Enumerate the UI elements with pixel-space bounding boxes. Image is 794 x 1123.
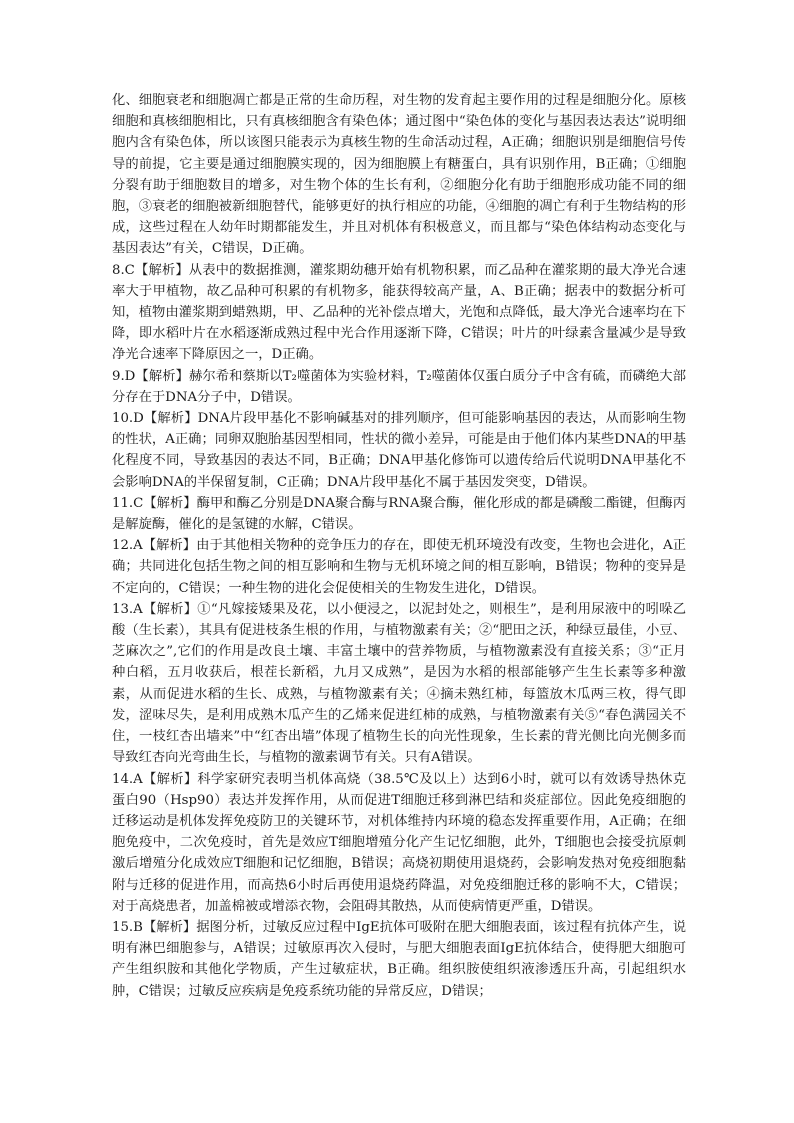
paragraph-14: 14.A【解析】科学家研究表明当机体高烧（38.5℃及以上）达到6小时，就可以有效诱导热休克蛋白90（Hsp90）表达并发挥作用，从而促进T细胞迁移到淋巴结和炎症部位。因此免疫细胞的迁移运动是机体发挥免疫防卫的关键环节，对机体维持内环境的稳态发挥重要作用，A正确；在细胞免疫中，二次免疫时，首先是效应T细胞增殖分化产生记忆细胞，此外，T细胞也会接受抗原刺激后增殖分化成效应T细胞和记忆细胞，B错误；高烧初期使用退烧药，会影响发热对免疫细胞黏附与迁移的促进作用，而高热6小时后再使用退烧药降温，对免疫细胞迁移的影响不大，C错误；对于高烧患者，加盖棉被或增添衣物，会阻碍其散热，从而使病情更严重，D错误。 [112,771,686,914]
paragraph-7-continued: 化、细胞衰老和细胞凋亡都是正常的生命历程，对生物的发育起主要作用的过程是细胞分化。原核细胞和真核细胞相比，只有真核细胞含有染色体；通过图中“染色体的变化与基因表达表达”说明细胞内含有染色体，所以该图只能表示为真核生物的生命活动过程，A正确；细胞识别是细胞信号传导的前提，它主要是通过细胞膜实现的，因为细胞膜上有糖蛋白，具有识别作用，B正确；①细胞分裂有助于细胞数目的增多，对生物个体的生长有利，②细胞分化有助于细胞形成功能不同的细胞，③衰老的细胞被新细胞替代，能够更好的执行相应的功能，④细胞的凋亡有利于生物结构的形成，这些过程在人幼年时期都能发生，并且对机体有积极意义，而且都与“染色体结构动态变化与基因表达”有关，C错误，D正确。 [112,93,686,257]
paragraph-12: 12.A【解析】由于其他相关物种的竞争压力的存在，即使无机环境没有改变，生物也会进化，A正确；共同进化包括生物之间的相互影响和生物与无机环境之间的相互影响，B错误；物种的变异是不定向的，C错误；一种生物的进化会促使相关的生物发生进化，D错误。 [112,538,686,596]
paragraph-9: 9.D【解析】赫尔希和蔡斯以T₂噬菌体为实验材料，T₂噬菌体仅蛋白质分子中含有硫，而磷绝大部分存在于DNA分子中，D错误。 [112,368,686,405]
paragraph-10: 10.D【解析】DNA片段甲基化不影响碱基对的排列顺序，但可能影响基因的表达，从而影响生物的性状，A正确；同卵双胞胎基因型相同，性状的微小差异，可能是由于他们体内某些DNA的甲基化程度不同，导致基因的表达不同，B正确；DNA甲基化修饰可以遗传给后代说明DNA甲基化不会影响DNA的半保留复制，C正确；DNA片段甲基化不属于基因发突变，D错误。 [112,411,686,490]
answer-document [112,90,686,1002]
paragraph-13: 13.A【解析】①“凡嫁接矮果及花，以小便浸之，以泥封处之，则根生”，是利用尿液中的吲哚乙酸（生长素），其具有促进枝条生根的作用，与植物激素有关；②“肥田之沃，种绿豆最佳，小豆、芝麻次之”,它们的作用是改良土壤、丰富土壤中的营养物质，与植物激素没有直接关系；③“正月种白稻，五月收获后，根茬长新稻，九月又成熟”，是因为水稻的根部能够产生生长素等多种激素，从而促进水稻的生长、成熟，与植物激素有关；④摘未熟红柿，每篮放木瓜两三枚，得气即发，涩味尽失，是利用成熟木瓜产生的乙烯来促进红柿的成熟，与植物激素有关⑤“春色满园关不住，一枝红杏出墙来”中“红杏出墙”体现了植物生长的向光性现象，生长素的背光侧比向光侧多而导致红杏向光弯曲生长，与植物的激素调节有关。只有A错误。 [112,601,686,766]
paragraph-15: 15.B【解析】据图分析，过敏反应过程中IgE抗体可吸附在肥大细胞表面，该过程有抗体产生，说明有淋巴细胞参与，A错误；过敏原再次入侵时，与肥大细胞表面IgE抗体结合，使得肥大细胞可产生组织胺和其他化学物质，产生过敏症状，B正确。组织胺使组织液渗透压升高，引起组织水肿，C错误；过敏反应疾病是免疫系统功能的异常反应，D错误； [112,919,686,999]
paragraph-8: 8.C【解析】从表中的数据推测，灌浆期幼穗开始有机物积累，而乙品种在灌浆期的最大净光合速率大于甲植物，故乙品种可积累的有机物多，能获得较高产量，A、B正确；据表中的数据分析可知，植物由灌浆期到蜡熟期，甲、乙品种的光补偿点增大，光饱和点降低，最大净光合速率均在下降，即水稻叶片在水稻逐渐成熟过程中光合作用逐渐下降，C错误；叶片的叶绿素含量减少是导致净光合速率下降原因之一，D正确。 [112,262,686,363]
paragraph-11: 11.C【解析】酶甲和酶乙分别是DNA聚合酶与RNA聚合酶，催化形成的都是磷酸二酯键，但酶丙是解旋酶，催化的是氢键的水解，C错误。 [112,495,686,533]
